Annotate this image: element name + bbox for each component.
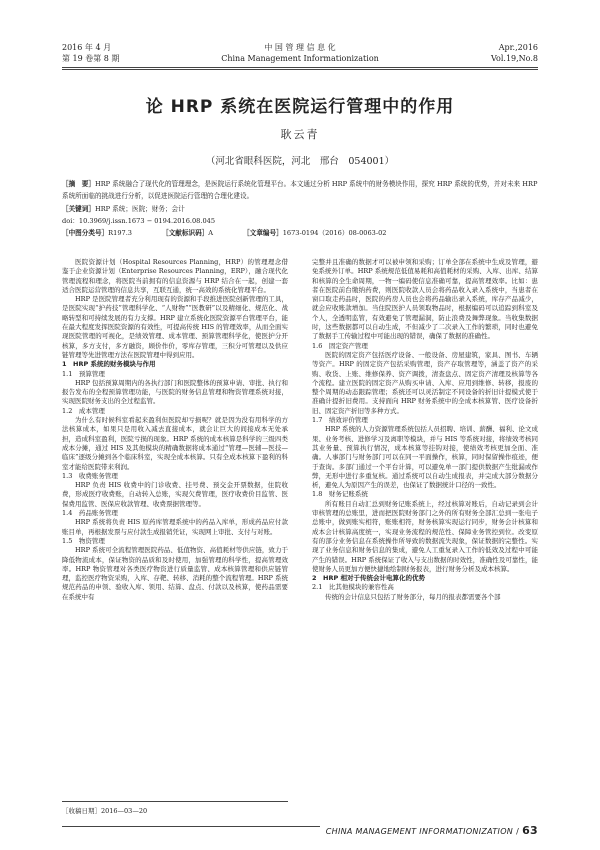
body-column-left xyxy=(62,258,288,602)
subsection-heading: 2.1 比其他模块的兼容性高 xyxy=(312,583,394,592)
header-rule-second xyxy=(62,69,538,70)
header-date: 2016 年 4 月 xyxy=(62,43,112,52)
paragraph: 为什么有时候科室看起来盈利但医院却亏损呢？就是因为没有用科学的方法核算成本，如果只是用收入减去直接成本，就会让巨大的间接成本无处承担，造成科室盈利，医院亏损的现象。HRP 系统的成本核算是科学的三级四类成本分摊，通过 HIS 及其他模块的精确数据将成本通过“管理—医辅—医技—临床”逐级分摊到各个临床科室，实现全成本核算。只有全成本核算下盈利的科室才能给医院带来利润。 xyxy=(62,416,288,471)
article-title: 论 HRP 系统在医院运行管理中的作用 xyxy=(145,97,455,117)
article-number-value: 1673-0194（2016）08-0063-02 xyxy=(282,229,387,237)
author-affiliation: （河北省眼科医院，河北 邢台 054001） xyxy=(205,156,395,167)
doc-code-value: A xyxy=(208,229,214,237)
paragraph: HRP 系统的人力资源管理系统包括人员招聘、培训、薪酬、福利、论文成果、业务考核、进修学习及离职等模块，并与 HIS 等系统对接，将绩效考核同其业务量、预算执行情况，成本核算等挂钩对接，使绩效考核更加全面、准确。人事部门与财务部门可以在同一平面操作，核算，同时保留操作痕迹，便于查询。多部门通过一个平台计算，可以避免单一部门提供数据产生纰漏或作弊，无形中进行多重复核。通过系统可以自动生成报表，并完成大部分数据分析，避免人为原因产生的误差，也保证了数据统计口径的一致性。 xyxy=(312,425,538,490)
footer-journal: CHINA MANAGEMENT INFORMATIONIZATION xyxy=(325,827,514,836)
paragraph: HRP 系统可全流程管理医院药品、低值物资、高值耗材等供应链，致力于降低物流成本，保证物资的品质和及时使用，加强管理的科学性，提高管理效率。HRP 物资管理对各类医疗物资进行质量监管、成本核算管理和供应链管理，监控医疗物资采购，入库、存靶、转移、消耗的整个流程管理。HRP 系统规范药品的申领、验收入库、领用、结算、盘点、付款以及核算，使药品需要在系统中有 xyxy=(62,546,288,601)
subsection-heading: 1.7 绩效评价管理 xyxy=(312,416,368,425)
header-journal-en: China Management Informationization xyxy=(221,54,379,63)
keywords-text: HRP 系统；医院；财务；会计 xyxy=(94,205,185,213)
header-right xyxy=(491,42,538,64)
body-column-right xyxy=(312,258,538,602)
header-journal-cn: 中 国 管 理 信 息 化 xyxy=(264,43,336,52)
page-number: 63 xyxy=(522,824,538,837)
subsection-heading: 1.1 预算管理 xyxy=(62,369,105,378)
footer xyxy=(320,824,538,837)
header-volume-en: Vol.19,No.8 xyxy=(491,54,538,63)
subsection-heading: 1.3 收费账务管理 xyxy=(62,471,118,480)
article-number-label: ［文章编号］ xyxy=(243,229,283,237)
abstract-label: ［摘 要］ xyxy=(62,180,95,188)
paragraph: 医院的固定资产包括医疗设备、一般设备、房屋建筑，家具、图书、车辆等资产。HRP 的固定资产包括采购管理，资产存取管理等，涵盖了资产的采购、收货、上账、维修保养、资产调拨，清查盘点、固定资产清理及核算等各个流程。建立医院的固定资产从购买申请、入库、应用到维修、转移，报废的整个周期的动态跟踪管理；系统还可以灵活制定不同设备的折旧计提模式使于准确计提折旧费用。支持面向 HRP 财务系统中的全成本核算管、医疗设备折旧、固定资产折旧等多种方式。 xyxy=(312,350,538,415)
footer-separator: / xyxy=(516,827,520,836)
paragraph: 传统的会计信息只包括了财务部分，每月的报表都需要各个部 xyxy=(325,592,501,601)
doi: doi：10.3969/j.issn.1673 − 0194.2016.08.045 xyxy=(62,217,216,225)
header-rule xyxy=(62,67,538,68)
classification-line xyxy=(62,227,538,239)
paragraph: 所有账目自动汇总到财务记账系统上，经过核算对账后，自动记录到会计审核管理的总账里，进而把医院财务部门之外的所有财务全部汇总到一张电子总账中，做到账实相符，账账相符，财务核算实现运行同步，财务会计核算和成本会计核算高度统一，实现业务流程的规范性、保障业务管控到位。改变原有的部分业务信息在系统操作所导致的数据流失现象，保证数据的完整性。实现了业务信息和财务信息的集成，避免人工重复录入工作的低效及过程中可能产生的错误。HRP 系统保证了收入与支出数据的时效性，准确性及可靠性，能使财务人员更加方便快捷地绘制财务报表，进行财务分析及成本核算。 xyxy=(312,499,538,573)
paragraph: HRP 是医院管理者充分利用现有的资源和手段推进医院创新管理的工具，是医院实现“护药技”管理科学化、“人财物”“医教研”以及精细化、规范化、战略转型和可持续发展的有力支撑。HRP 建立系统化医院资源平台管理平台，能在最大程度发挥医院资源的有效性，可提高传统 HIS 的管理效率，从而全面实现医院管理的可视化，是绩效管理、成本管理、预算管理科学化，使医护分开核算，多方支付，多方融资，顾价作价，零库存管理，三积分可管理以及供应链管理等先进管理方法在医院管理中得到应用。 xyxy=(62,295,288,359)
subsection-heading: 1.6 固定资产管理 xyxy=(312,341,368,350)
article-author: 耿云青 xyxy=(280,128,320,141)
abstract-text: HRP 系统融合了现代化的管理理念，是医院运行系统化管理平台。本文通过分析 HRP 系统中的财务模块作用，探究 HRP 系统的优势，并对未来 HRP 系统所面临的挑战进行分析，以促进医院运行管理的合理化建设。 xyxy=(62,180,538,200)
header-volume: 第 19 卷第 8 期 xyxy=(62,54,120,63)
section-heading: 2 HRP 相对于传统会计电算化的优势 xyxy=(312,574,425,583)
received-date: ［收稿日期］2016—03—20 xyxy=(62,801,288,815)
paragraph: HRP 包括预算周期内的各执行部门和医院整体的预算申请、审批、执行和报告发布的全程预算管理功能，与医院的财务信息管理和物资管理系统对接，实现医院财务支出的全过程监管。 xyxy=(62,378,288,406)
abstract xyxy=(62,178,538,202)
keywords xyxy=(62,203,538,215)
section-heading: 1 HRP 系统的财务模块与作用 xyxy=(62,360,156,369)
paragraph: 医院资源计划（Hospital Resources Planning，HRP）的管理理念借鉴于企业资源计划（Enterprise Resources Planning，ERP），融合现代化管理流程和理念，将医院当前拥有的信息资源与 HRP 结合在一起，创建一套适合医院运营管理的信息共享，互联互通，统一高效的系统化管理平台。 xyxy=(62,258,288,294)
subsection-heading: 1.2 成本管理 xyxy=(62,406,105,415)
clc-value: R197.3 xyxy=(108,229,132,237)
paragraph: 完整并且准确的数据才可以被申领和采购；订单全部在系统中生成及管理，避免系统外订单。HRP 系统规范低值易耗和高值耗材的采购、入库、出库、结算和核算的全生命周期，一物一编码使信息准确可靠，提高管理效率。比如：患者在医院前台缴纳药费，则医院收款人员会将药品收入录入系统中，当患者在窗口取走药品时，医院的药房人员也会将药品输出录入系统，库存产品减少，就会应收账款增加。当住院医护人员领取物品时，根据编码可以追踪到科室及个人，全透明监管，有效避免了管理漏洞，防止浪费及舞弊现象。当收集数据时，这些数据都可以自动生成，不但减少了二次录入工作的繁琐，同时也避免了数据手工传输过程中可能出现的错误，确保了数据的准确性。 xyxy=(312,258,538,341)
doc-code-label: ［文献标识码］ xyxy=(162,229,209,237)
keywords-label: ［关键词］ xyxy=(62,205,95,213)
paragraph: HRP 负责 HIS 收费中的门诊收费、挂号费、预交金开票数据，住院收费，形成医疗收费账，自动转入总账，实现欠费管理，医疗收费价目监管、医保费用监管、医保应收款管理、收费票据管理等。 xyxy=(62,481,288,508)
header-date-en: Apr.,2016 xyxy=(498,43,538,52)
paragraph: HRP 系统将负责 HIS 原药库管理系统中的药品入库单，形成药品应付款账目单，再根据发票与应付款生成报销凭证，实现网上审批、支付与对账。 xyxy=(62,518,288,536)
subsection-heading: 1.8 财务记账系统 xyxy=(312,490,368,499)
subsection-heading: 1.5 物资管理 xyxy=(62,536,105,545)
subsection-heading: 1.4 药品账务管理 xyxy=(62,509,118,518)
clc-label: ［中图分类号］ xyxy=(62,229,109,237)
